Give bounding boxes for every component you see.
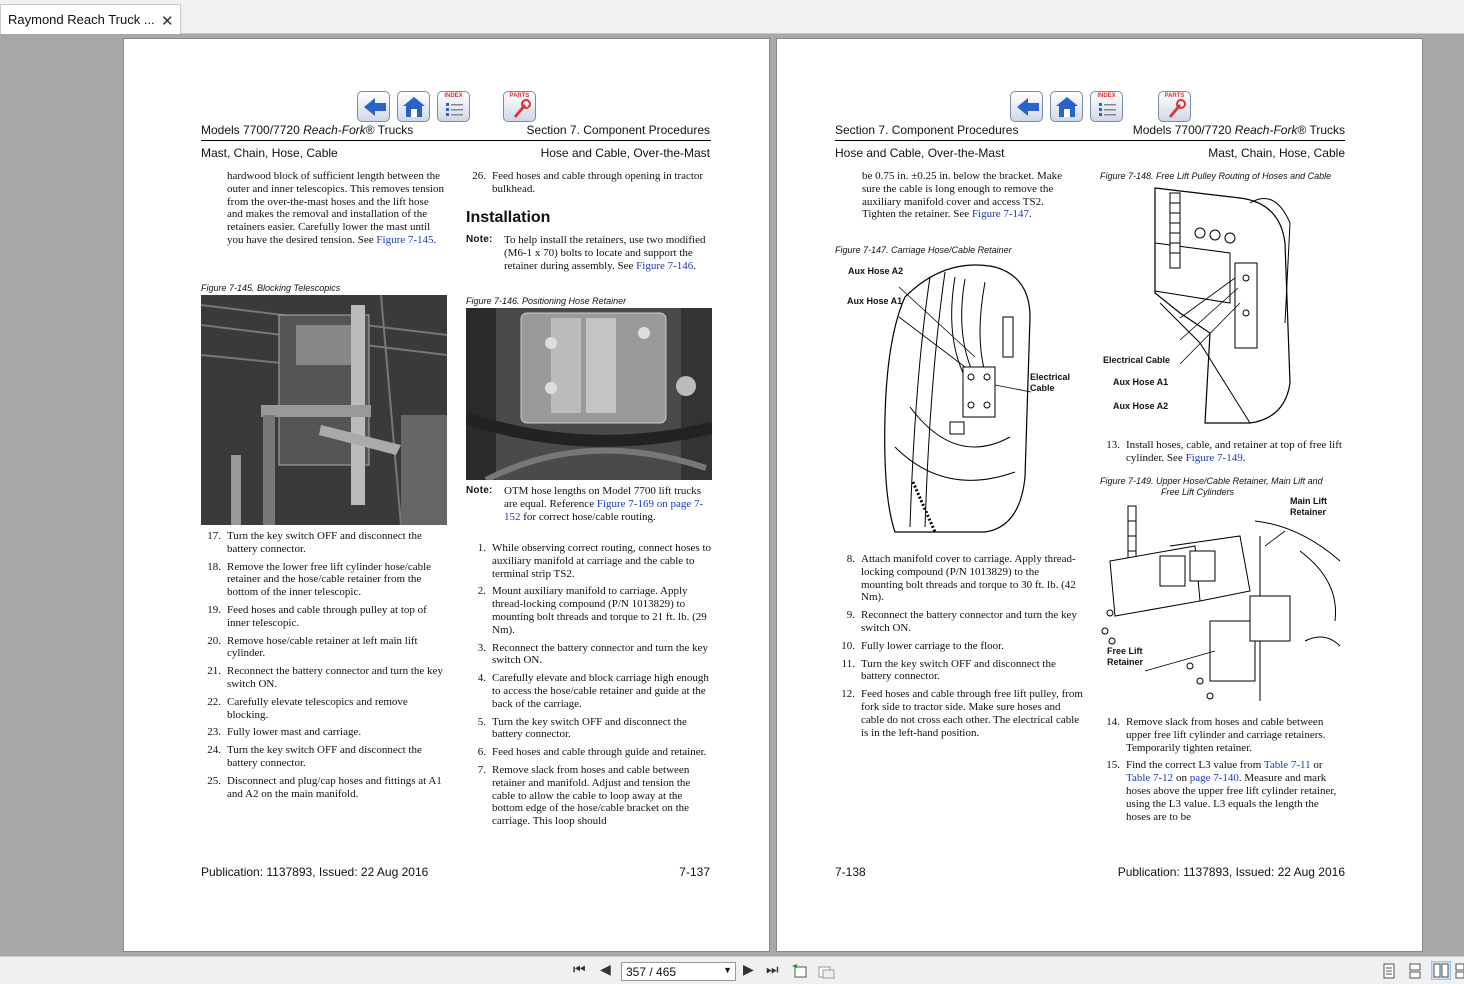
tab-bar (0, 0, 1464, 34)
page-7-137 (123, 38, 770, 952)
footer-page-number: 7-137 (679, 865, 710, 879)
home-nav-button[interactable] (1050, 91, 1083, 122)
label-retainer: Retainer (1107, 657, 1144, 667)
subheader-right: Mast, Chain, Hose, Cable (1208, 146, 1345, 160)
step-15: 15. Find the correct L3 value from Table 7-11 or Table 7-12 on page 7-140. Measure and mark hoses above the upper free lift cylinder retainer, using the L3 value. L3 equals the length the hoses are to be (1106, 759, 1337, 823)
first-page-icon[interactable]: ⏮ (573, 962, 586, 978)
label-retainer: Retainer (1290, 507, 1327, 517)
parts-wrench-icon (1159, 92, 1192, 123)
two-page-icon[interactable] (1431, 961, 1451, 980)
document-tab[interactable] (0, 4, 181, 34)
figure-link[interactable]: Figure 7-149 (1185, 451, 1243, 464)
figure-caption-line2: Free Lift Cylinders (1161, 487, 1235, 497)
tab-title: Raymond Reach Truck ... (8, 12, 155, 27)
table-link[interactable]: Table 7-11 (1263, 759, 1311, 772)
step-10: 10. Fully lower carriage to the floor. (841, 639, 1004, 652)
header-section: Section 7. Component Procedures (526, 123, 710, 137)
chevron-down-icon[interactable]: ▼ (723, 965, 732, 975)
home-nav-button[interactable] (397, 91, 430, 122)
label-electrical: Electrical (1030, 372, 1071, 382)
back-nav-button[interactable] (357, 91, 390, 122)
steps-17-25 (201, 530, 447, 805)
home-icon (1051, 92, 1084, 123)
step-19: 19. Feed hoses and cable through pulley at top of inner telescopic. (207, 603, 427, 629)
step-11: 11. Turn the key switch OFF and disconnect the battery connector. (841, 657, 1056, 683)
header-rule (201, 140, 711, 141)
figure-link[interactable]: Figure 7-169 on page 7-152 (504, 497, 704, 523)
page-7-138 (776, 38, 1423, 952)
index-list-icon (438, 92, 471, 123)
header-model: Models 7700/7720 Reach-Fork® Trucks (1132, 123, 1345, 137)
document-viewer[interactable] (0, 34, 1464, 956)
blocking-telescopics-photo (201, 295, 447, 525)
step-3: 3. Reconnect the battery connector and turn the key switch ON. (477, 641, 708, 667)
step-5: 5. Turn the key switch OFF and disconnect the battery connector. (477, 715, 687, 741)
figure-caption: Figure 7-149. Upper Hose/Cable Retainer, Main Lift and (1100, 476, 1323, 486)
step-24: 24. Turn the key switch OFF and disconnect the battery connector. (207, 744, 422, 769)
step-12: 12. Feed hoses and cable through free lift pulley, from fork side to tractor side. Make sure hoses and cable do not cross each other. The electrical cable is in the left-hand position. (841, 688, 1083, 739)
subheader-right: Hose and Cable, Over-the-Mast (540, 146, 710, 160)
step-20: 20. Remove hose/cable retainer at left main lift cylinder. (207, 634, 418, 660)
step-25: 25. Disconnect and plug/cap hoses and fittings at A1 and A2 on the main manifold. (207, 774, 442, 800)
label-aux-hose-a2: Aux Hose A2 (1113, 401, 1169, 411)
figure-caption: Figure 7-146. Positioning Hose Retainer (466, 296, 627, 306)
index-nav-button[interactable] (1090, 91, 1123, 122)
label-electrical-cable: Electrical Cable (1103, 355, 1171, 365)
step-26: 26. Feed hoses and cable through opening in tractor bulkhead. (472, 170, 704, 195)
label-aux-hose-a1: Aux Hose A1 (1113, 377, 1169, 387)
continuous-page-icon[interactable] (1408, 963, 1422, 979)
label-cable: Cable (1030, 383, 1055, 393)
footer-publication: Publication: 1137893, Issued: 22 Aug 2016 (1117, 865, 1345, 879)
back-arrow-icon (358, 92, 391, 123)
index-nav-button[interactable] (437, 91, 470, 122)
parts-label: PARTS (509, 93, 530, 99)
footer-page-number: 7-138 (835, 865, 866, 879)
tab-close-icon[interactable]: ✕ (161, 12, 174, 30)
figure-caption: Figure 7-145. Blocking Telescopics (201, 283, 341, 293)
steps-14-15 (1100, 716, 1345, 828)
header-model: Models 7700/7720 Reach-Fork® Trucks (201, 123, 414, 137)
note-otm-hose: Note: OTM hose lengths on Model 7700 lift trucks are equal. Reference Figure 7-169 on page 7-152 for correct hose/cable routing. (466, 485, 704, 523)
last-page-icon[interactable]: ⏭ (766, 962, 779, 978)
step-8: 8. Attach manifold cover to carriage. Apply thread-locking compound (P/N 1013829) to the mounting bolt threads and torque to 30 ft. lb. (42 Nm). (846, 553, 1076, 604)
index-label: INDEX (444, 93, 463, 99)
back-nav-button[interactable] (1010, 91, 1043, 122)
step-21: 21. Reconnect the battery connector and turn the key switch ON. (207, 665, 443, 690)
figure-link[interactable]: Figure 7-147 (971, 208, 1030, 221)
two-page-continuous-icon[interactable] (1455, 963, 1464, 979)
label-free-lift: Free Lift (1107, 646, 1143, 656)
continued-paragraph: be 0.75 in. ±0.25 in. below the bracket. Make sure the cable is long enough to remove the auxiliary manifold cover and access TS2. Tighten the retainer. See Figure 7-147. (862, 170, 1063, 221)
next-page-icon[interactable]: ▶ (743, 962, 754, 978)
viewer-toolbar (0, 956, 1464, 984)
header-section: Section 7. Component Procedures (835, 123, 1019, 137)
back-arrow-icon (1011, 92, 1044, 123)
back-view-icon[interactable] (791, 963, 809, 979)
note-retainers: Note: To help install the retainers, use two modified (M6-1 x 70) bolts to locate and support the retainer during assembly. See Figure 7-146. (466, 234, 706, 272)
page-number-input[interactable]: 357 / 465 ▼ (621, 962, 736, 981)
forward-view-icon[interactable] (817, 963, 835, 979)
index-list-icon (1091, 92, 1124, 123)
label-aux-hose-a2: Aux Hose A2 (848, 266, 904, 276)
free-lift-pulley-diagram (1100, 183, 1345, 428)
step-23: 23. Fully lower mast and carriage. (207, 726, 362, 739)
table-link[interactable]: Table 7-12 (1126, 772, 1174, 785)
intro-paragraph: hardwood block of sufficient length between the outer and inner telescopics. This removes tension from the over-the-mast hoses and the lift hose and makes the removal and installation of the retainers easier. Carefully lower the mast until you have the desired tension. See Figure 7-145. (227, 170, 444, 246)
single-page-icon[interactable] (1382, 963, 1396, 979)
index-label: INDEX (1097, 93, 1116, 99)
step-4: 4. Carefully elevate and block carriage high enough to access the hose/cable retainer and guide at the back of the carriage. (477, 672, 709, 710)
carriage-hose-retainer-diagram (835, 257, 1083, 542)
step-22: 22. Carefully elevate telescopics and remove blocking. (207, 695, 408, 721)
step-13: 13. Install hoses, cable, and retainer at top of free lift cylinder. See Figure 7-149. (1106, 439, 1342, 464)
step-9: 9. Reconnect the battery connector and turn the key switch ON. (846, 609, 1077, 634)
figure-link[interactable]: Figure 7-145 (376, 233, 434, 246)
page-link[interactable]: page 7-140 (1189, 772, 1239, 785)
subheader-left: Hose and Cable, Over-the-Mast (835, 146, 1005, 160)
header-rule (835, 140, 1345, 141)
parts-label: PARTS (1164, 93, 1185, 99)
step-2: 2. Mount auxiliary manifold to carriage. Apply thread-locking compound (P/N 1013829) to mounting bolt threads and torque to 21 ft. lb. (29 Nm). (477, 585, 707, 636)
figure-caption: Figure 7-148. Free Lift Pulley Routing of Hoses and Cable (1100, 171, 1332, 181)
step-18: 18. Remove the lower free lift cylinder hose/cable retainer and the hose/cable retainer from the bottom of the inner telescopic. (207, 560, 432, 599)
step-1: 1. While observing correct routing, connect hoses to auxiliary manifold at carriage and the cable to terminal strip TS2. (477, 542, 712, 580)
home-icon (398, 92, 431, 123)
figure-caption: Figure 7-147. Carriage Hose/Cable Retainer (835, 245, 1012, 255)
footer-publication: Publication: 1137893, Issued: 22 Aug 2016 (201, 865, 429, 879)
step-14: 14. Remove slack from hoses and cable between upper free lift cylinder and carriage retainers. Temporarily tighten retainer. (1106, 716, 1326, 754)
installation-heading: Installation (466, 209, 551, 226)
step-7: 7. Remove slack from hoses and cable between retainer and manifold. Adjust and tension the cable to allow the cable to loop away at the bottom edge of the hose/cable bracket on the carriage. This loop should (477, 763, 691, 828)
steps-1-7 (466, 542, 712, 833)
figure-link[interactable]: Figure 7-146 (636, 259, 694, 272)
subheader-left: Mast, Chain, Hose, Cable (201, 146, 338, 160)
parts-nav-button[interactable] (503, 91, 536, 122)
label-aux-hose-a1: Aux Hose A1 (847, 296, 903, 306)
previous-page-icon[interactable]: ◀ (600, 962, 611, 978)
parts-wrench-icon (504, 92, 537, 123)
positioning-hose-retainer-photo (466, 308, 712, 480)
step-6: 6. Feed hoses and cable through guide and retainer. (477, 746, 707, 759)
upper-hose-retainer-diagram (1100, 496, 1345, 715)
label-main-lift: Main Lift (1290, 496, 1327, 506)
step-17: 17. Turn the key switch OFF and disconnect the battery connector. (207, 530, 422, 555)
parts-nav-button[interactable] (1158, 91, 1191, 122)
steps-8-12 (835, 553, 1083, 744)
